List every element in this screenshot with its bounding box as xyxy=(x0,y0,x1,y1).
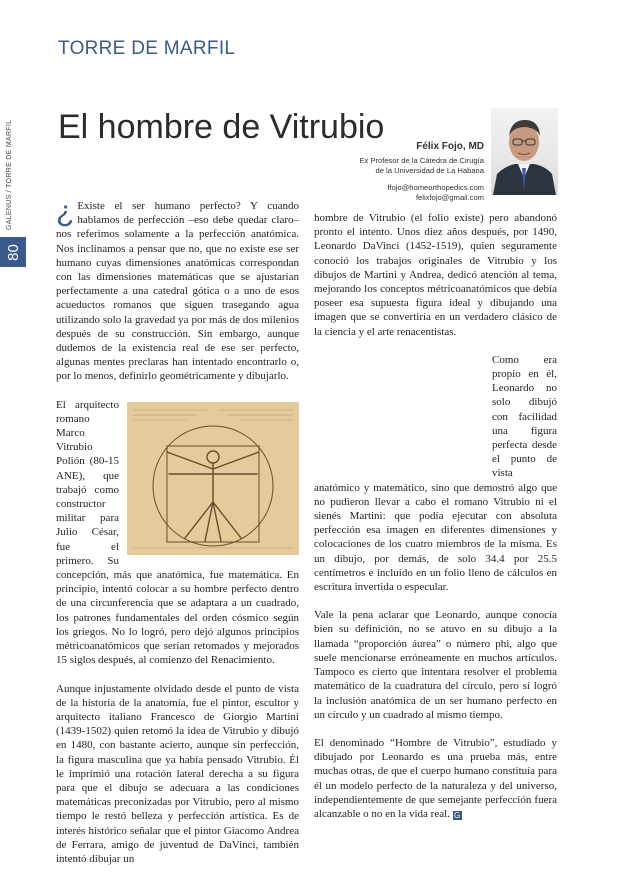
paragraph-5: Como era propio en él, Leonardo no solo dibujó con facilidad una figura perfecta desde el punto de vista anatómico y matemático, sino que demostró algo que no pudieron llevar a cabo el romano Vitrubio ni el sienés Martini: que podía ejecutar con absoluta perfección esa imagen en diferentes dimensiones y colocaciones de los cuatro miembros de la misma. Es un dibujo, por demás, de solo 34.4 por 25.5 centímetros e incluido en un folio lleno de cálculos en escritura invertida o especular. xyxy=(314,353,557,594)
paragraph-4: hombre de Vitrubio (el folio existe) pero abandonó pronto el intento. Unos diez años después, por 1490, Leonardo DaVinci (1452-1519), quien seguramente conoció los trabajos originales de Vitrubio y los dibujos de Martini y Andrea, dedicó atención al tema, mejorando los conceptos métricoanatómicos que debía poseer esa supuesta figura ideal y dibujando una imagen que se convertiría en un verdadero clásico de la ciencia y el arte renacentistas. xyxy=(314,212,557,338)
page-number: 80 xyxy=(4,243,22,261)
paragraph-6: Vale la pena aclarar que Leonardo, aunque conocía bien su definición, no se atuvo en su dibujo a la llamada “proporción áurea” o número phi, algo que suele mencionarse erróneamente en muchos artículos. Tampoco es cierto que intentara resolver el problema matemático de la cuadratura del círculo, pero sí logró la inclusión anatómica de un ser humano perfecto en un círculo y un cuadrado al mismo tiempo. xyxy=(314,609,557,721)
sidebar xyxy=(0,0,26,802)
column-left xyxy=(56,195,299,880)
author-name: Félix Fojo, MD xyxy=(416,141,484,152)
vitruvian-man-illustration xyxy=(127,402,299,555)
author-photo xyxy=(491,108,558,195)
section-label: TORRE DE MARFIL xyxy=(58,38,236,59)
author-role: Ex Profesor de la Cátedra de Cirugía de la Universidad de La Habana xyxy=(359,156,484,175)
author-email-2: felixfojo@gmail.com xyxy=(415,192,484,202)
author-email-1: ffojo@homeorthopedics.com xyxy=(387,183,484,192)
running-header: GALENUS / TORRE DE MARFIL xyxy=(6,119,13,230)
paragraph-1: ¿ Existe el ser humano perfecto? Y cuando hablamos de perfección –eso debe quedar claro– nos referimos solamente a la perfección anatómica. Nos inclinamos a pensar que no, que no existe ese ser humano cuyas dimensiones anatómicas correspondan con las dimensiones matemáticas que se ajustarían perfectamente a una catedral gótica o a uno de esos acueductos romanos que siguen trasegando agua utilizando solo la gravedad ya por más de dos milenios después de su construcción. Sin embargo, aunque dudemos de la existencia real de ese ser perfecto, algunas mentes preclaras han intentado encontrarlo o, por lo menos, definirlo geométricamente y dibujarlo. xyxy=(56,195,299,383)
paragraph-3: Aunque injustamente olvidado desde el punto de vista de la historia de la anatomía, fue el pintor, escultor y arquitecto italiano Francesco de Giorgio Martini (1439-1502) quien retomó la idea de Vitrubio y dibujó en 1480, con bastante acierto, aunque sin perfección, la figura masculina que ya había pensado Vitrubio. Él le imprimió una rotación lateral derecha a su figura para que el dibujo se adecuara a las condiciones matemáticas preconizadas por Vitrubio, pero al mismo tiempo le restó belleza y perfección artística. Es de interés histórico señalar que el pintor Giacomo Andrea de Ferrara, amigo de juventud de DaVinci, también intentó dibujar un xyxy=(56,682,299,865)
figure-wrap-space xyxy=(314,355,484,473)
article-title: El hombre de Vitrubio xyxy=(58,108,385,146)
end-mark-icon: G xyxy=(454,810,461,820)
paragraph-2: El arquitecto romano Marco Vitrubio Polión (80-15 ANE), que trabajó como constructor militar para Julio César, fue el primero. Su concepción, más que anatómica, fue matemática. En principio, intentó colocar a su hombre perfecto dentro de una circunferencia que se adaptara a un cuadrado, los patrones fundamentales del orden cósmico según los griegos. No lo logró, pero dejó algunos principios métricoanatómicos que serían retomados y mejorados 15 siglos después, al comienzo del Renacimiento. xyxy=(56,398,299,667)
paragraph-7: El denominado “Hombre de Vitrubio”, estudiado y dibujado por Leonardo es una prueba más, entre muchas otras, de que el cuerpo humano constituía para él un modelo perfecto de la naturaleza y del universo, independientemente de que semejante perfección fuera alcanzable o no en la vida real. G xyxy=(314,736,557,820)
dropcap: ¿ xyxy=(56,195,75,228)
author-block xyxy=(264,141,484,202)
column-right xyxy=(314,211,557,835)
